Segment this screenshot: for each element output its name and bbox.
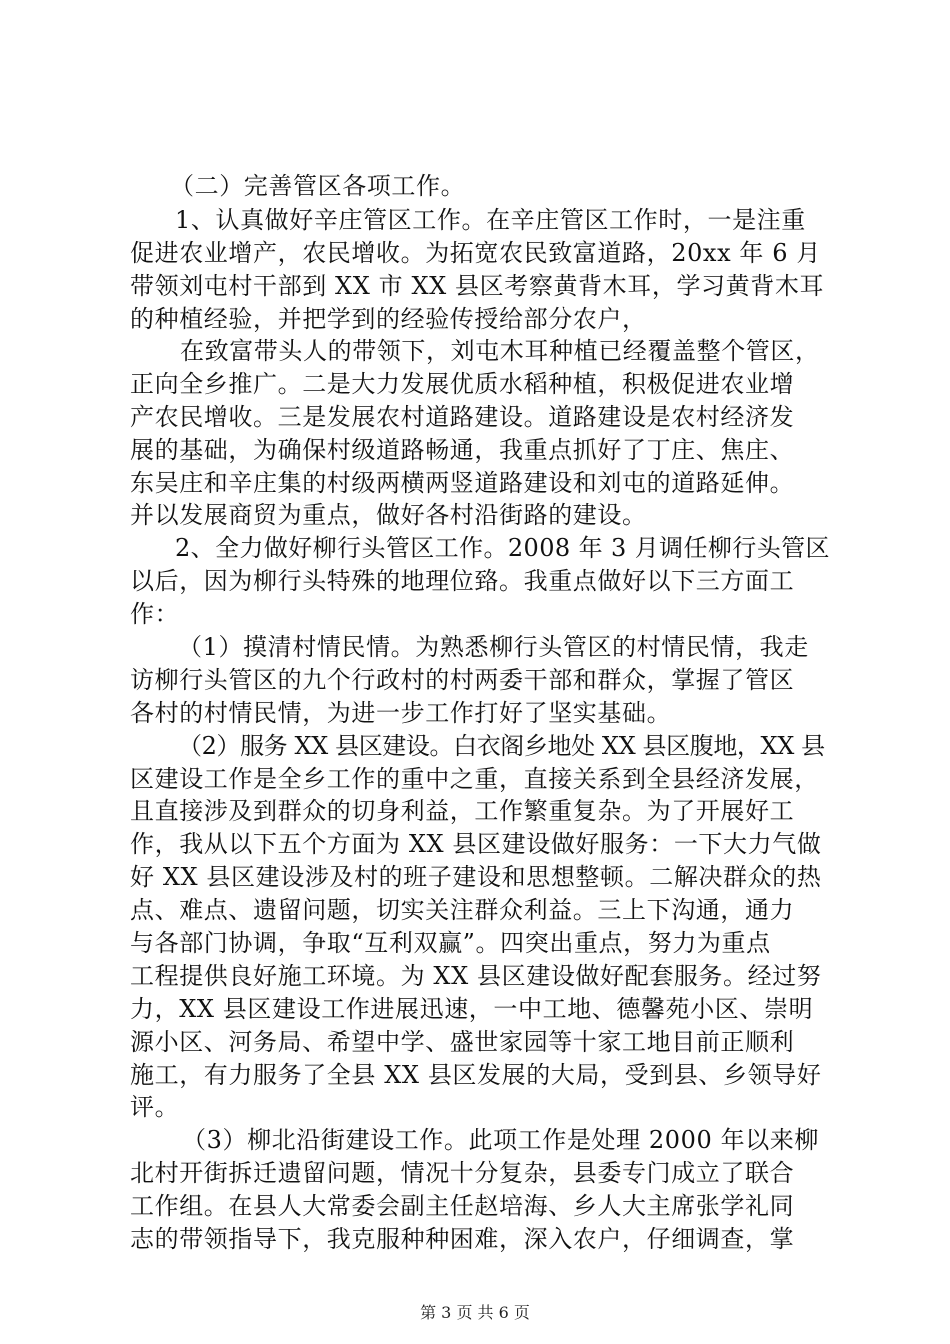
text-line: 展的基础，为确保村级道路畅通，我重点抓好了丁庄、焦庄、 xyxy=(130,436,795,464)
text-line: 作，我从以下五个方面为 XX 县区建设做好服务：一下大力气做 xyxy=(130,830,822,858)
text-line: 源小区、河务局、希望中学、盛世家园等十家工地目前正顺利 xyxy=(130,1028,795,1056)
text-line: 与各部门协调，争取“互利双赢”。四突出重点，努力为重点 xyxy=(130,929,771,957)
text-line: 施工，有力服务了全县 XX 县区发展的大局，受到县、乡领导好 xyxy=(130,1061,822,1089)
text-line: 正向全乡推广。二是大力发展优质水稻种植，积极促进农业增 xyxy=(130,370,795,398)
text-line: 工作组。在县人大常委会副主任赵培海、乡人大主席张学礼同 xyxy=(130,1192,795,1220)
text-line: 带领刘屯村干部到 XX 市 XX 县区考察黄背木耳，学习黄背木耳 xyxy=(130,272,825,300)
text-line: 点、难点、遗留问题，切实关注群众利益。三上下沟通，通力 xyxy=(130,896,795,924)
text-line: 力，XX 县区建设工作进展迅速，一中工地、德馨苑小区、崇明 xyxy=(130,995,814,1023)
text-line: 产农民增收。三是发展农村道路建设。道路建设是农村经济发 xyxy=(130,403,795,431)
text-line: 2、全力做好柳行头管区工作。2008 年 3 月调任柳行头管区 xyxy=(175,534,830,562)
text-line: 北村开街拆迁遗留问题，情况十分复杂，县委专门成立了联合 xyxy=(130,1159,795,1187)
text-line: 促进农业增产，农民增收。为拓宽农民致富道路，20xx 年 6 月 xyxy=(130,239,821,267)
page-footer: 第 3 页 共 6 页 xyxy=(420,1303,530,1322)
text-line: 的种植经验，并把学到的经验传授给部分农户， xyxy=(130,305,647,333)
text-line: 1、认真做好辛庄管区工作。在辛庄管区工作时，一是注重 xyxy=(175,206,806,234)
text-line: 好 XX 县区建设涉及村的班子建设和思想整顿。二解决群众的热 xyxy=(130,863,822,891)
text-line: 在致富带头人的带领下，刘屯木耳种植已经覆盖整个管区， xyxy=(180,337,820,365)
text-line: 工程提供良好施工环境。为 XX 县区建设做好配套服务。经过努 xyxy=(130,962,822,990)
text-line: 各村的村情民情，为进一步工作打好了坚实基础。 xyxy=(130,699,672,727)
text-line: 志的带领指导下，我克服种种困难，深入农户，仔细调查，掌 xyxy=(130,1225,795,1253)
text-line: 东吴庄和辛庄集的村级两横两竖道路建设和刘屯的道路延伸。 xyxy=(130,469,795,497)
text-line: （二）完善管区各项工作。 xyxy=(170,172,466,200)
text-line: （1）摸清村情民情。为熟悉柳行头管区的村情民情，我走 xyxy=(178,633,809,661)
text-line: （3）柳北沿街建设工作。此项工作是处理 2000 年以来柳 xyxy=(182,1126,820,1154)
text-line: 区建设工作是全乡工作的重中之重，直接关系到全县经济发展， xyxy=(130,765,819,793)
text-line: 访柳行头管区的九个行政村的村两委干部和群众，掌握了管区 xyxy=(130,666,795,694)
text-line: （2）服务 XX 县区建设。白衣阁乡地处 XX 县区腹地，XX 县 xyxy=(178,732,825,760)
text-line: 并以发展商贸为重点，做好各村沿街路的建设。 xyxy=(130,501,647,529)
text-line: 作： xyxy=(130,600,180,628)
text-line: 以后，因为柳行头特殊的地理位臵。我重点做好以下三方面工 xyxy=(130,567,795,595)
text-line: 且直接涉及到群众的切身利益，工作繁重复杂。为了开展好工 xyxy=(130,797,795,825)
text-line: 评。 xyxy=(130,1093,180,1121)
